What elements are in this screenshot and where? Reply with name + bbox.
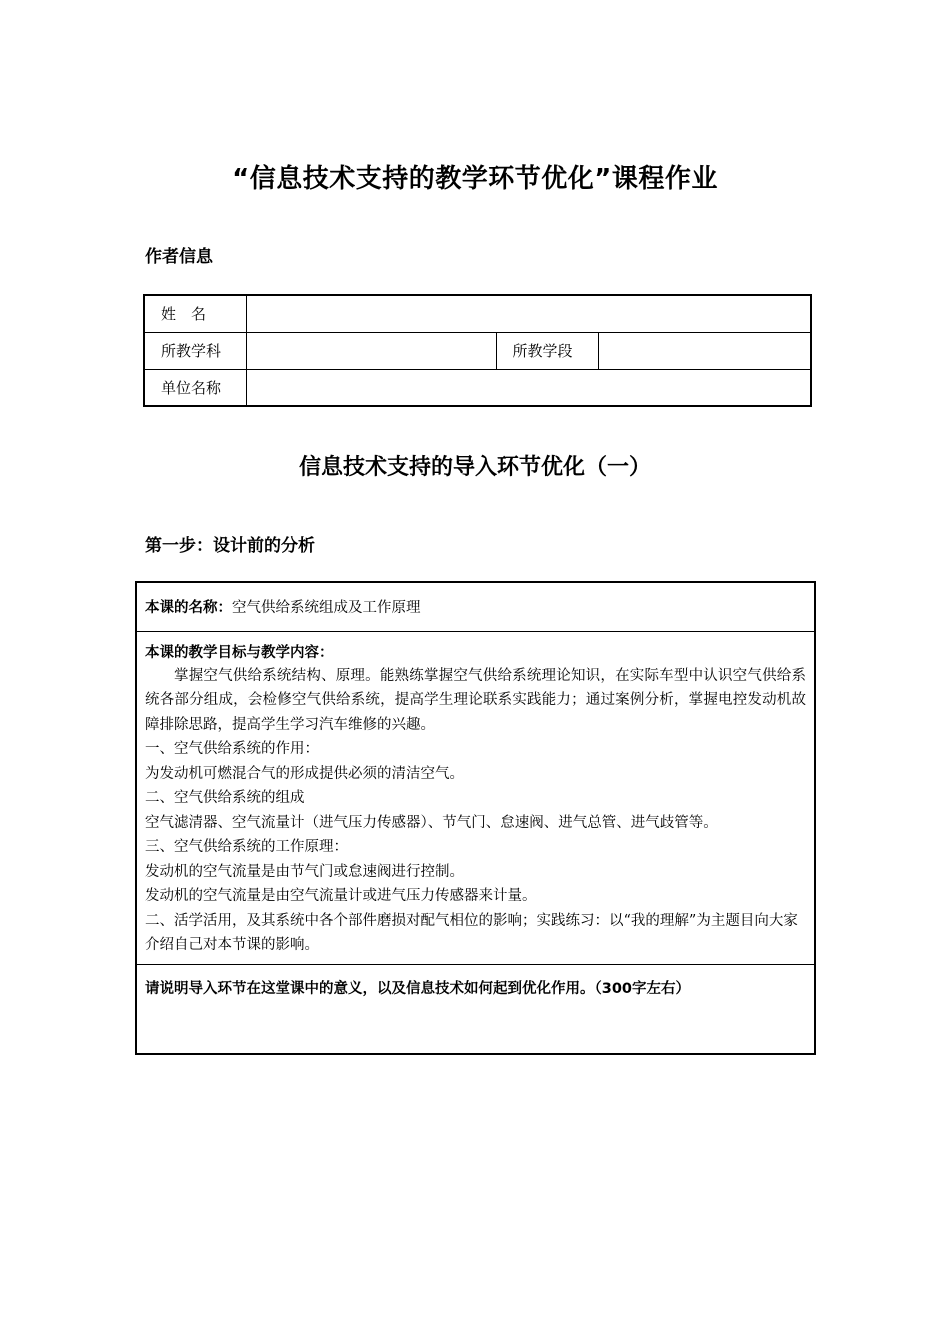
- section-title: 信息技术支持的导入环节优化（一）: [298, 455, 651, 480]
- step1-heading: 第一步：设计前的分析: [145, 536, 315, 556]
- content-line: 二、活学活用，及其系统中各个部件磨损对配气相位的影响；实践练习：以“我的理解”为主题目向大家介绍自己对本节课的影响。: [145, 912, 798, 953]
- lesson-name-label: 本课的名称：: [145, 600, 232, 617]
- question-text: 请说明导入环节在这堂课中的意义，以及信息技术如何起到优化作用。（300字左右）: [145, 980, 691, 997]
- name-label: 姓 名: [144, 295, 246, 332]
- analysis-table: [135, 581, 816, 1055]
- objectives-label: 本课的教学目标与教学内容：: [145, 644, 334, 661]
- lesson-name-cell: [136, 582, 815, 631]
- unit-label: 单位名称: [144, 369, 246, 406]
- objectives-cell: [136, 631, 815, 964]
- content-line: 为发动机可燃混合气的形成提供必须的清洁空气。: [145, 765, 464, 782]
- name-field[interactable]: [246, 295, 811, 332]
- stage-label: 所教学段: [496, 332, 598, 369]
- content-line: 空气滤清器、空气流量计（进气压力传感器）、节气门、怠速阀、进气总管、进气歧管等。: [145, 814, 718, 831]
- subject-field[interactable]: [246, 332, 496, 369]
- document-title: “信息技术支持的教学环节优化”课程作业: [232, 164, 718, 194]
- subject-label: 所教学科: [144, 332, 246, 369]
- content-line: 三、空气供给系统的工作原理：: [145, 839, 348, 855]
- content-line: 二、空气供给系统的组成: [145, 790, 305, 806]
- unit-field[interactable]: [246, 369, 811, 406]
- author-info-table: [143, 294, 812, 407]
- content-line: 发动机的空气流量是由节气门或怠速阀进行控制。: [145, 863, 464, 880]
- content-line: 一、空气供给系统的作用：: [145, 741, 319, 757]
- content-line: 发动机的空气流量是由空气流量计或进气压力传感器来计量。: [145, 888, 537, 904]
- objectives-paragraph: 掌握空气供给系统结构、原理。能熟练掌握空气供给系统理论知识，在实际车型中认识空气供给系统各部分组成，会检修空气供给系统，提高学生理论联系实践能力；通过案例分析，掌握电控发动机故障排除思路，提高学生学习汽车维修的兴趣。: [145, 667, 806, 733]
- lesson-name-value: 空气供给系统组成及工作原理: [232, 600, 421, 617]
- stage-field[interactable]: [598, 332, 811, 369]
- question-cell[interactable]: [136, 964, 815, 1054]
- author-info-heading: 作者信息: [145, 247, 213, 267]
